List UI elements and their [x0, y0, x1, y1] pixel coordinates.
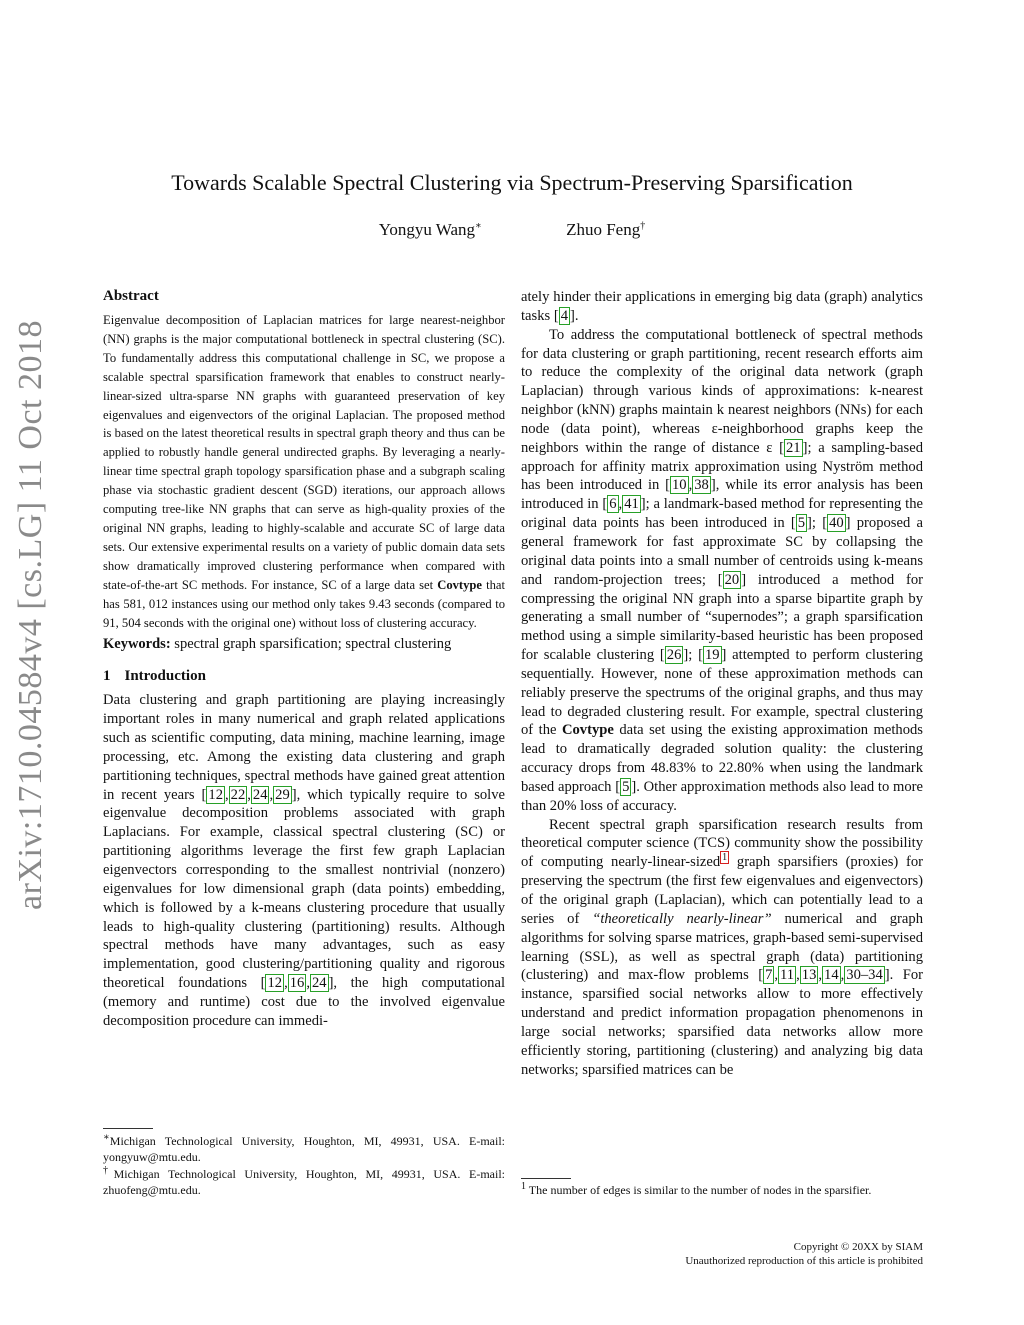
footnote-right-mark: 1: [521, 1181, 526, 1192]
citation-link[interactable]: 21: [786, 439, 801, 456]
citation-link[interactable]: 30–34: [846, 967, 883, 984]
footnote-link[interactable]: 1: [722, 852, 728, 864]
abstract-covtype: Covtype: [437, 577, 483, 592]
footnote-2-text: Michigan Technological University, Houghton, MI, 49931, USA. E-mail: zhuofeng@mtu.edu.: [103, 1167, 505, 1197]
copyright-line-2: Unauthorized reproduction of this article is prohibited: [685, 1255, 923, 1267]
citation-link[interactable]: 6: [609, 496, 617, 513]
copyright-notice: [521, 1240, 923, 1268]
citation-link[interactable]: 7: [765, 967, 773, 984]
keywords-text: spectral graph sparsification; spectral clustering: [170, 636, 452, 653]
author-2: [566, 220, 645, 240]
author-1: [379, 220, 482, 240]
body-text: data set using the existing approximation methods lead to dramatically degraded solution quality: the clustering accuracy drops from 48.83% to 22.80% when using the landmark based approach [: [521, 722, 923, 795]
author-1-mark: ∗: [475, 220, 482, 232]
intro-text: ], which typically require to solve eigenvalue decomposition problems associated with graph Laplacians. For example, classical spectral clustering (SC) or partitioning algorithms leverage the first few graph Laplacian eigenvectors corresponding to the smallest nontrivial (nonzero) eigenvalues for low dimensional graph (data points) embedding, which is followed by a k-means clustering procedure that usually leads to high-quality clustering (partitioning) results. Although spectral methods have many advantages, such as easy implementation, good clustering/partitioning quality and rigorous theoretical foundations [: [103, 786, 506, 992]
footnote-2-mark: †: [103, 1165, 114, 1176]
citation-link[interactable]: 24: [252, 786, 268, 803]
footnote-right: [521, 1182, 923, 1198]
covtype-term: Covtype: [561, 722, 614, 739]
intro-text: Data clustering and graph partitioning are playing increasingly important roles in many numerical and graph related applications such as scientific computing, data mining, machine learning, image processing, etc. Among the existing data clustering and graph partitioning techniques, spectral methods have gained great attention in recent years [: [103, 692, 505, 803]
body-text: ]; a landmark-based method for representing the original data points has been introduced in [: [521, 496, 923, 532]
keywords: [103, 634, 505, 654]
footnote-right-text: The number of edges is similar to the number of nodes in the sparsifier.: [528, 1183, 872, 1197]
body-text: ]; [: [807, 515, 828, 532]
body-text: ] attempted to perform clustering sequentially. However, none of these approximation methods can reliably preserve the spectrums of the original graphs, and thus may lead to degraded clustering result. For example, spectral clustering of the: [521, 647, 923, 739]
left-column: [103, 288, 505, 1031]
footnotes-left: [103, 1133, 505, 1199]
body-text: ately hinder their applications in emerging big data (graph) analytics tasks [: [521, 289, 923, 324]
right-paragraph-3: Recent spectral graph sparsification research results from theoretical computer science (TCS) community show the possibility of computing nearly-linear-sized $^1$ graph sparsifiers (proxies) for preserving the spectrum (the first few eigenvalues and eigenvectors) of the original graph (Laplacian), which can potentially lead to a series of “theoretically nearly-linear” numerical and graph algorithms for solving sparse matrices, graph-based semi-supervised learning (SSL), as well as spectral graph (data) partitioning (clustering) and max-flow problems [ 7 , 11 , 13 , 14 , 30–34 ]. For instance, sparsified social networks allow to more effectively understand and predict information propagation phenomenons in large social networks; sparsified data networks allow more efficiently storing, partitioning (clustering) and analyzing big data networks; sparsified matrices can be: [521, 816, 923, 1078]
citation-link[interactable]: 40: [829, 515, 844, 532]
body-text: ]. For instance, sparsified social networks allow to more effectively understand and predict information propagation phenomenons in large social networks; sparsified data networks allow more efficiently storing, partitioning (clustering) and analyzing big data networks; sparsified matrices can be: [521, 967, 923, 1078]
right-column: [521, 288, 923, 1079]
citation-link[interactable]: 41: [624, 496, 639, 513]
author-2-mark: †: [640, 220, 646, 232]
section-heading-introduction: [103, 668, 505, 685]
footnote-2: [103, 1166, 505, 1198]
right-paragraph-2: To address the computational bottleneck of spectral methods for data clustering or graph partitioning, recent research efforts aim to reduce the complexity of the original data network (graph Laplacian) through various kinds of approximations: k-nearest neighbor (kNN) graphs maintain k nearest neighbors (NNs) for each node (data point), whereas ε-neighborhood graphs keep the neighbors within the range of distance ε [ 21 ]; a sampling-based approach for affinity matrix approximation using Nyström method has been introduced in [ 10 , 38 ], while its error analysis has been introduced in [ 6 , 41 ]; a landmark-based method for representing the original data points has been introduced in [ 5 ]; [ 40 ] proposed a general framework for fast approximate SC by collapsing the original data points into a small number of centroids using k-means and random-projection trees; [ 20 ] introduced a method for compressing the original NN graph into a sparse bipartite graph by generating a small number of “supernodes”; a graph sparsification method using a simple similarity-based heuristic has been proposed for scalable clustering [ 26 ]; [ 19 ] attempted to perform clustering sequentially. However, none of these approximation methods can reliably preserve the spectrums of the original graphs, and thus may lead to degraded clustering result. For example, spectral clustering of the Covtype data set using the existing approximation methods lead to dramatically degraded solution quality: the clustering accuracy drops from 48.83% to 22.80% when using the landmark based approach [ 5 ]. Other approximation methods also lead to more than 20% loss of accuracy.: [521, 326, 923, 814]
author-2-name: Zhuo Feng: [566, 220, 641, 239]
citation-link[interactable]: 29: [275, 786, 290, 803]
citation-link[interactable]: 5: [622, 778, 630, 795]
citation-link[interactable]: 16: [289, 975, 305, 992]
body-text: ].: [570, 307, 579, 324]
body-text: ] proposed a general framework for fast approximate SC by collapsing the original data points into a small number of centroids using k-means and random-projection trees; [: [521, 515, 923, 588]
intro-text: ], the high computational (memory and runtime) cost due to the involved eigenvalue decomposition procedure can immedi-: [103, 975, 505, 1029]
footnote-1-text: Michigan Technological University, Houghton, MI, 49931, USA. E-mail: yongyuw@mtu.edu.: [103, 1134, 505, 1164]
copyright-line-1: Copyright © 20XX by SIAM: [793, 1241, 923, 1253]
citation-link[interactable]: 11: [780, 967, 795, 984]
arxiv-identifier: arXiv:1710.04584v4 [cs.LG] 11 Oct 2018: [12, 320, 49, 910]
intro-paragraph-1: Data clustering and graph partitioning are playing increasingly important roles in many numerical and graph related applications such as scientific computing, data mining, machine learning, image processing, etc. Among the existing data clustering and graph partitioning techniques, spectral methods have gained great attention in recent years [ 12 , 22 , 24 , 29 ], which typically require to solve eigenvalue decomposition problems associated with graph Laplacians. For example, classical spectral clustering (SC) or partitioning algorithms leverage the first few graph Laplacian eigenvectors corresponding to the smallest nontrivial (nonzero) eigenvalues for low dimensional graph (data points) embedding, which is followed by a k-means clustering procedure that usually leads to high-quality clustering (partitioning) results. Although spectral methods have many advantages, such as easy implementation, good clustering/partitioning quality and rigorous theoretical foundations [ 12 , 16 , 24 ], the high computational (memory and runtime) cost due to the involved eigenvalue decomposition procedure can immedi-: [103, 692, 506, 1029]
citation-link[interactable]: 26: [666, 647, 682, 664]
author-1-name: Yongyu Wang: [378, 220, 476, 239]
body-text: graph sparsifiers (proxies) for preserving the spectrum (the first few eigenvalues and eigenvectors) of the original graph (Laplacian), which can potentially lead to a series of: [521, 854, 923, 927]
arxiv-sidebar: [8, 320, 68, 920]
citation-link[interactable]: 13: [801, 967, 817, 984]
citation-link[interactable]: 12: [267, 975, 283, 992]
abstract-heading: Abstract: [103, 288, 159, 304]
citation-link[interactable]: 12: [208, 786, 223, 803]
abstract-text: [103, 311, 505, 632]
section-number: 1: [103, 668, 111, 685]
citation-link[interactable]: 22: [230, 786, 246, 803]
emphasis-text: “theoretically nearly-linear”: [592, 910, 772, 927]
citation-link[interactable]: 19: [704, 647, 720, 664]
body-text: ] introduced a method for compressing the original NN graph into a sparse bipartite graph by generating a small number of “supernodes”; a graph sparsification method using a simple similarity-based heuristic has been proposed for scalable clustering [: [521, 571, 923, 664]
body-text: ]. Other approximation methods also lead to more than 20% loss of accuracy.: [521, 778, 923, 814]
footnote-1: [103, 1133, 505, 1165]
citation-link[interactable]: 5: [797, 515, 806, 532]
footnote-divider-right: [521, 1178, 571, 1179]
body-text: ], while its error analysis has been introduced in [: [521, 477, 923, 513]
keywords-label: Keywords:: [103, 636, 171, 653]
footnote-divider-left: [103, 1128, 153, 1129]
body-text: ]; a sampling-based approach for affinity matrix approximation using Nyström method has been introduced in [: [521, 439, 923, 494]
author-list: [0, 220, 1024, 240]
abstract-text-1: Eigenvalue decomposition of Laplacian matrices for large nearest-neighbor (NN) graphs is the major computational bottleneck in spectral clustering (SC). To fundamentally address this computational challenge in SC, we propose a scalable spectral sparsification framework that enables to construct nearly-linear-sized ultra-sparse NN graphs with guaranteed preservation of key eigenvalues and eigenvectors of the original Laplacian. The proposed method is based on the latest theoretical results in spectral graph theory and thus can be applied to robustly handle general undirected graphs. By leveraging a nearly-linear time spectral graph topology sparsification phase and a subgraph scaling phase via stochastic gradient descent (SGD) iterations, our approach allows computing tree-like NN graphs that can serve as high-quality proxies of the original NN graphs, leading to highly-scalable and accurate SC of large data sets. Our extensive experimental results on a variety of public domain data sets show dramatically improved clustering performance when compared with state-of-the-art SC methods. For instance, SC of a large data set: [103, 313, 505, 592]
citation-link[interactable]: 38: [694, 477, 709, 494]
citation-link[interactable]: 20: [724, 571, 740, 588]
citation-link[interactable]: 4: [560, 307, 568, 324]
body-text: Recent spectral graph sparsification research results from theoretical computer science (TCS) community show the possibility of computing nearly-linear-sized: [521, 816, 923, 871]
paper-title: Towards Scalable Spectral Clustering via Spectrum-Preserving Sparsification: [171, 170, 853, 195]
section-title: Introduction: [124, 668, 206, 685]
citation-link[interactable]: 24: [311, 975, 327, 992]
right-paragraph-1: [521, 288, 923, 326]
abstract-text-2: that has 581, 012 instances using our method only takes 9.43 seconds (compared to 91, 504 seconds with the original one) without loss of clustering accuracy.: [103, 577, 505, 630]
body-text: ]; [: [683, 647, 703, 664]
citation-link[interactable]: 10: [672, 477, 687, 494]
citation-link[interactable]: 14: [824, 967, 839, 984]
body-text: To address the computational bottleneck of spectral methods for data clustering or graph partitioning, recent research efforts aim to reduce the complexity of the original data network (graph Laplacian) through various kinds of approximations: k-nearest neighbor (kNN) graphs maintain k nearest neighbors (NNs) for each node (data point), whereas ε-neighborhood graphs keep the neighbors within the range of distance ε [: [521, 326, 923, 456]
body-text: numerical and graph algorithms for solving sparse matrices, graph-based semi-supervised learning (SSL), as well as spectral graph (data) partitioning (clustering) and max-flow problems [: [521, 910, 923, 984]
footnote-1-mark: ∗: [103, 1132, 110, 1143]
